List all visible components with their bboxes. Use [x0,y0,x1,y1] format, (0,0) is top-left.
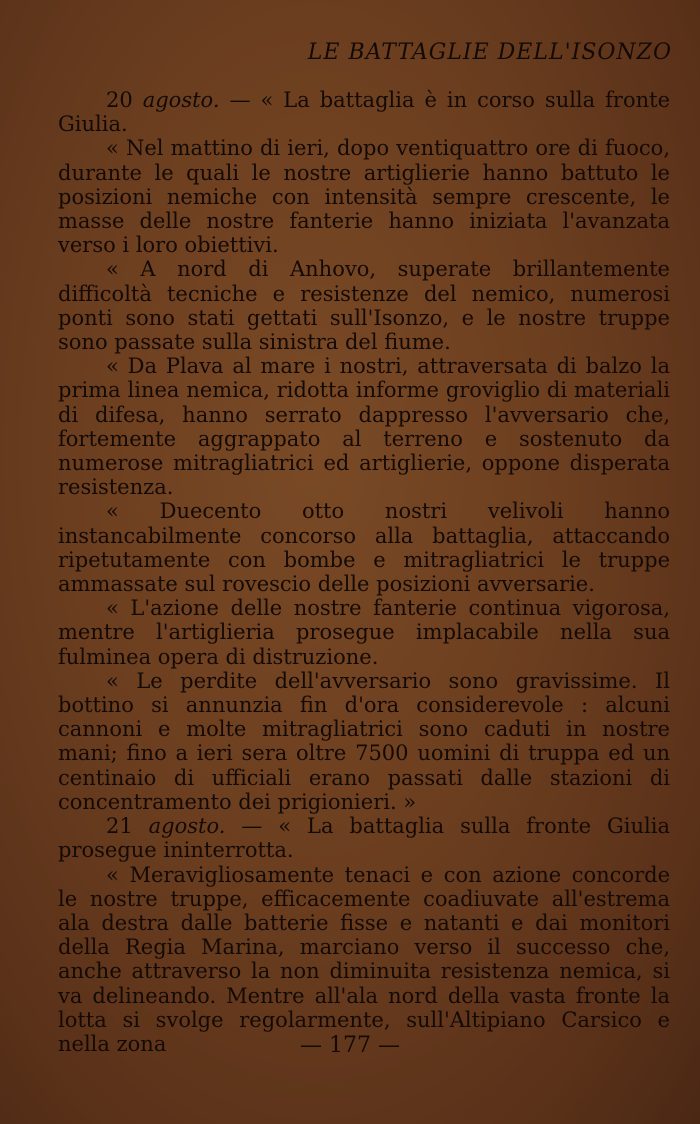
date-month: agosto. [148,814,226,839]
paragraph: « A nord di Anhovo, superate brillantemente difficoltà tecniche e resistenze del nemico, numerosi ponti sono stati gettati sull'Isonzo, e le nostre truppe sono passate sulla sinistra del fiume. [58,257,670,355]
paragraph: « Da Plava al mare i nostri, attraversata di balzo la prima linea nemica, ridotta informe groviglio di materiali di difesa, hanno serrato dappresso l'avversario che, fortemente aggrappato al terreno e sostenuto da numerose mitragliatrici ed artiglierie, oppone disperata resistenza. [58,354,670,500]
date-number: 20 [106,88,133,112]
paragraph: « L'azione delle nostre fanterie continua vigorosa, mentre l'artiglieria prosegue implacabile nella sua fulminea opera di distruzione. [58,596,670,669]
date-month: agosto. [142,88,220,112]
body-text [58,88,670,1056]
paragraph: « Duecento otto nostri velivoli hanno instancabilmente concorso alla battaglia, attaccando ripetutamente con bombe e mitragliatrici le truppe ammassate sul rovescio delle posizioni avversarie. [58,499,670,597]
paragraph: « Meravigliosamente tenaci e con azione concorde le nostre truppe, efficacemente coadiuvate all'estrema ala destra dalle batterie fisse e natanti e dai monitori della Regia Marina, marciano verso il successo che, anche attraverso la non diminuita resistenza nemica, si va delineando. Mentre all'ala nord della vasta fronte la lotta si svolge regolarmente, sull'Altipiano Carsico e nella zona [58,862,670,1056]
page-number: — 177 — [300,1033,400,1058]
running-header: LE BATTAGLIE DELL'ISONZO [307,40,672,65]
paragraph: « Le perdite dell'avversario sono gravissime. Il bottino si annunzia fin d'ora considerevole : alcuni cannoni e molte mitragliatrici sono caduti in nostre mani; fino a ieri sera oltre 7500 uomini di truppa ed un centinaio di ufficiali erano passati dalle stazioni di concentramento dei prigionieri. » [58,668,670,814]
paragraph-text: — « La battaglia sulla fronte Giulia prosegue ininterrotta. [58,814,670,863]
paragraph: « Nel mattino di ieri, dopo ventiquattro ore di fuoco, durante le quali le nostre artiglierie hanno battuto le posizioni nemiche con intensità sempre crescente, le masse delle nostre fanterie hanno iniziata l'avanzata verso i loro obiettivi. [58,136,670,258]
paragraph-aug-21 [58,814,670,862]
paragraph-aug-20 [58,88,670,136]
paragraph-text: — « La battaglia è in corso sulla fronte Giulia. [58,88,670,137]
date-number: 21 [106,814,133,839]
